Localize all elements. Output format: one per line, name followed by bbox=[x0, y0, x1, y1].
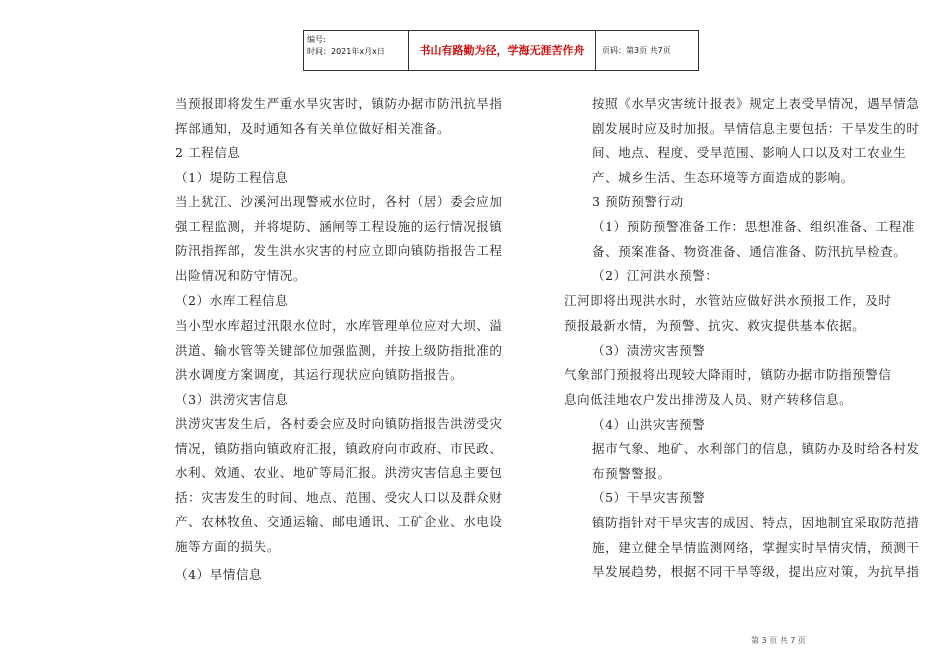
left-para-3: 当小型水库超过汛限水位时，水库管理单位应对大坝、溢洪道、输水管等关键部位加强监测，并按上级防指批准的洪水调度方案调度，其运行现状应向镇防指报告。 bbox=[175, 318, 503, 382]
header-meta bbox=[304, 31, 409, 70]
page-footer: 第 3 页 共 7 页 bbox=[751, 636, 806, 645]
page-header bbox=[303, 30, 699, 71]
code-label: 编号: bbox=[307, 35, 326, 44]
right-subheading-3: （3）渍涝灾害预警 bbox=[592, 343, 706, 358]
time-label: 时间：2021年x月x日 bbox=[307, 47, 385, 56]
right-para-4: 气象部门预报将出现较大降雨时，镇防办据市防指预警信息向低洼地农户发出排涝及人员、财产转移信息。 bbox=[564, 367, 892, 407]
right-subheading-5: （5）干旱灾害预警 bbox=[592, 490, 706, 505]
left-heading-2: 2 工程信息 bbox=[175, 145, 241, 160]
left-para-2: 当上犹江、沙溪河出现警戒水位时，各村（居）委会应加强工程监测，并将堤防、涵闸等工程设施的运行情况报镇防汛指挥部，发生洪水灾害的村应立即向镇防指报告工程出险情况和防守情况。 bbox=[175, 194, 503, 283]
right-para-3: 江河即将出现洪水时，水管站应做好洪水预报工作，及时预报最新水情，为预警、抗灾、救灾提供基本依据。 bbox=[564, 293, 892, 333]
right-para-2: （1）预防预警准备工作：思想准备、组织准备、工程准备、预案准备、物资准备、通信准备、防汛抗旱检查。 bbox=[592, 219, 915, 259]
right-para-6: 镇防指针对干旱灾害的成因、特点，因地制宜采取防范措施，建立健全旱情监测网络，掌握实时旱情灾情，预测干旱发展趋势，根据不同干旱等级，提出应对策，为抗旱指 bbox=[592, 515, 920, 579]
right-heading-3: 3 预防预警行动 bbox=[592, 194, 684, 209]
right-para-1: 按照《水旱灾害统计报表》规定上表受旱情况，遇旱情急剧发展时应及时加报。旱情信息主要包括：干旱发生的时间、地点、程度、受旱范围、影响人口以及对工农业生产、城乡生活、生态环境等方面造成的影响。 bbox=[592, 96, 920, 185]
left-subheading-3: （3）洪涝灾害信息 bbox=[175, 392, 289, 407]
right-para-5: 据市气象、地矿、水利部门的信息，镇防办及时给各村发布预警警报。 bbox=[592, 441, 920, 481]
right-subheading-4: （4）山洪灾害预警 bbox=[592, 417, 706, 432]
header-motto: 书山有路勤为径，学海无涯苦作舟 bbox=[409, 31, 596, 70]
left-para-1: 当预报即将发生严重水旱灾害时，镇防办据市防汛抗旱指挥部通知，及时通知各有关单位做好相关准备。 bbox=[175, 96, 503, 136]
header-page-info: 页码：第3页 共7页 bbox=[602, 45, 671, 55]
left-subheading-4: （4）旱情信息 bbox=[175, 567, 263, 582]
left-subheading-1: （1）堤防工程信息 bbox=[175, 170, 289, 185]
right-subheading-2: （2）江河洪水预警： bbox=[592, 268, 719, 283]
left-subheading-2: （2）水库工程信息 bbox=[175, 293, 289, 308]
left-para-4: 洪涝灾害发生后，各村委会应及时向镇防指报告洪涝受灾情况，镇防指向镇政府汇报，镇政府向市政府、市民政、水利、效通、农业、地矿等局汇报。洪涝灾害信息主要包括：灾害发生的时间、地点、范围、受灾人口以及群众财产、农林牧鱼、交通运输、邮电通讯、工矿企业、水电设施等方面的损失。 bbox=[175, 416, 503, 554]
